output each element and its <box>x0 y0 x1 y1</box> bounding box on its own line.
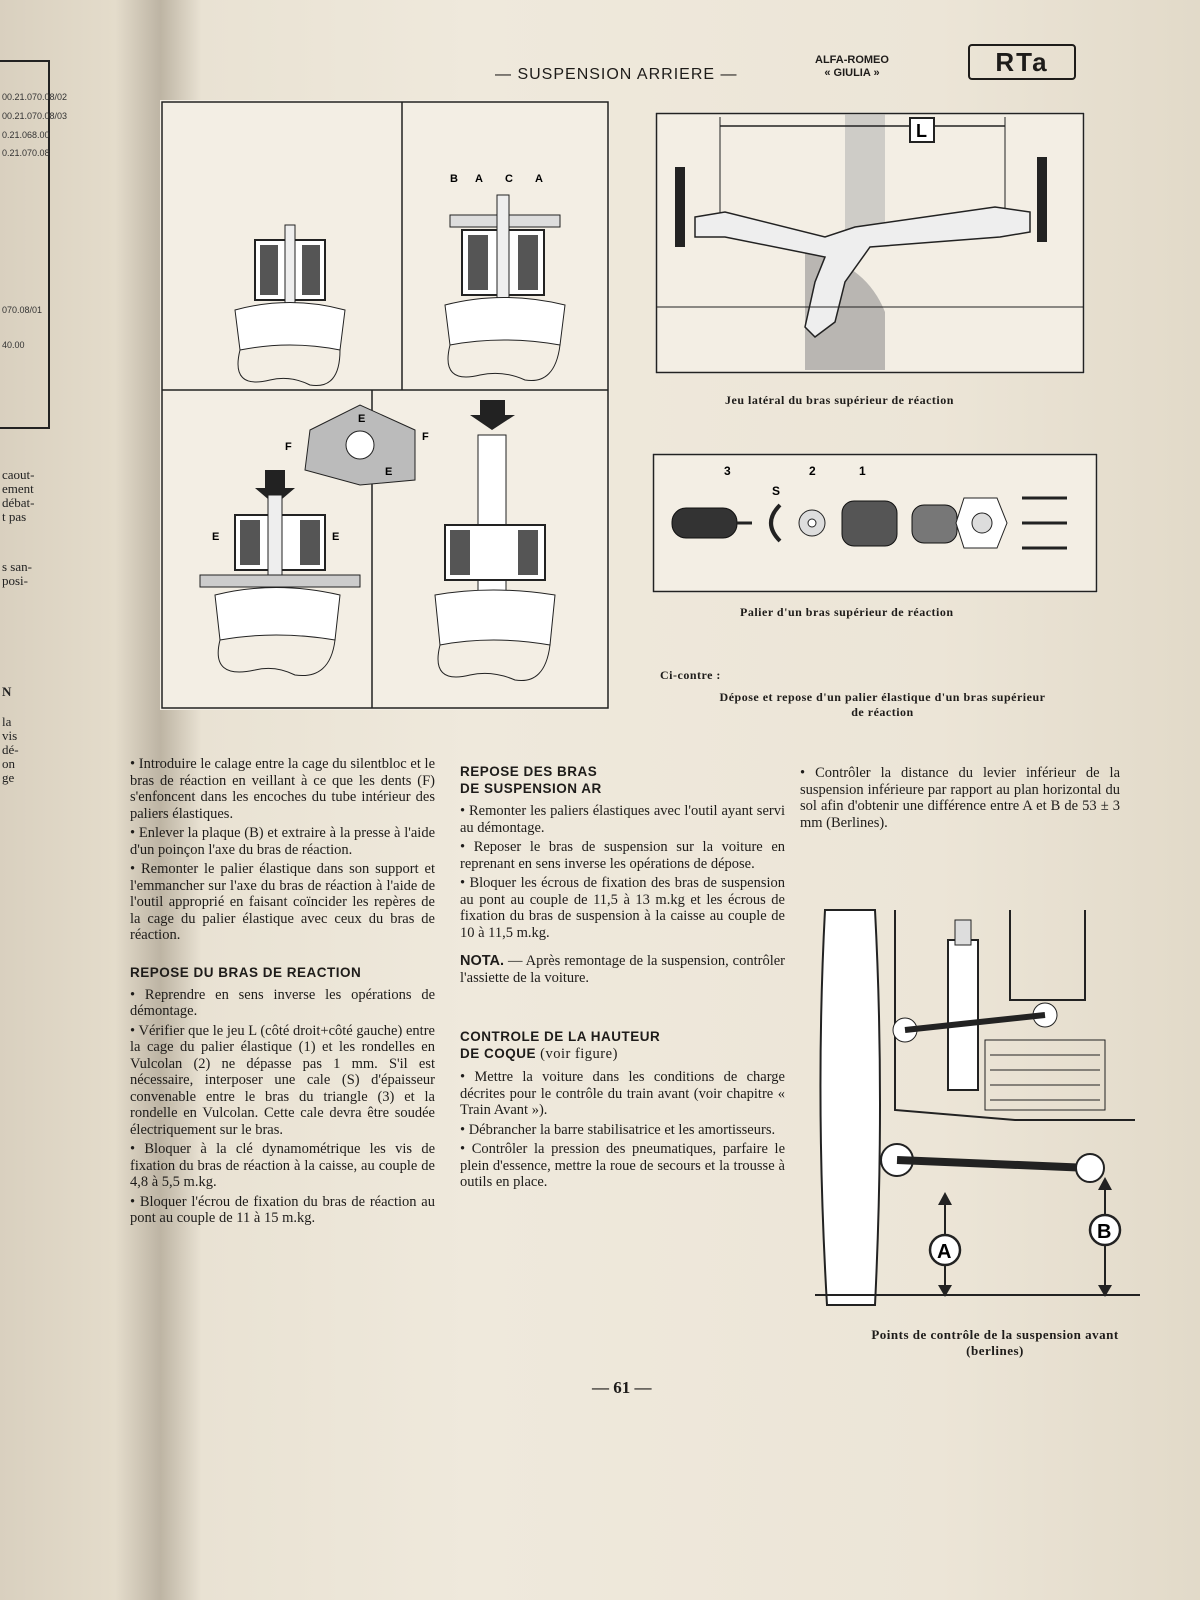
label-part-s: S <box>772 484 781 498</box>
front-suspension-drawing <box>805 900 1145 1310</box>
heading-repose-bras-reaction: REPOSE DU BRAS DE REACTION <box>130 964 362 980</box>
panel-2-bushing <box>445 195 565 381</box>
col1-paragraph: • Bloquer à la clé dynamométrique les vis de fixation du bras de réaction à la caisse, au couple de 4,8 à 5,5 m.kg. <box>130 1141 435 1191</box>
page-number: — 61 — <box>592 1378 652 1397</box>
nota-label: NOTA. <box>460 953 505 969</box>
label-a: A <box>475 173 483 185</box>
label-a-point: A <box>937 1241 952 1263</box>
label-part-3: 3 <box>724 464 731 478</box>
left-page-code: 0.21.070.08 <box>2 148 50 158</box>
col2-paragraph: • Bloquer les écrous de fixation des bras de suspension au pont au couple de 11,5 à 13 m.kg et les écrous de fixation du bras de suspension à la caisse au couple de 10 à 11,5 m.kg. <box>460 875 785 941</box>
right-page <box>130 0 1200 1600</box>
col2-paragraph: • Contrôler la pression des pneumatiques, parfaire le plein d'essence, mettre la roue de secours et la trousse à outils en place. <box>460 1141 785 1191</box>
label-f-right: F <box>422 431 429 443</box>
nota-paragraph <box>460 953 785 986</box>
label-part-2: 2 <box>809 464 816 478</box>
left-page-code: 0.21.068.00 <box>2 130 50 140</box>
brand-line-2: « GIULIA » <box>824 67 880 79</box>
label-b: B <box>450 173 458 185</box>
left-page-fragment: caout- ement débat- t pas <box>2 467 35 524</box>
caption-depose <box>655 690 1110 720</box>
caption-points-controle <box>815 1327 1175 1359</box>
column-3 <box>800 765 1120 834</box>
panel-3-bushing <box>200 470 360 676</box>
section-title: — SUSPENSION ARRIERE — <box>495 66 738 83</box>
caption-palier: Palier d'un bras supérieur de réaction <box>740 605 954 619</box>
caption-depose-line-2: de réaction <box>851 705 914 719</box>
caption-jeu-lateral: Jeu latéral du bras supérieur de réaction <box>725 393 954 407</box>
front-suspension-figure <box>805 900 1145 1310</box>
heading-line-2 <box>460 1045 785 1063</box>
nota-text: — Après remontage de la suspension, contrôler l'assiette de la voiture. <box>460 953 785 986</box>
column-2 <box>460 763 785 1194</box>
col1-paragraph: • Remonter le palier élastique dans son support et l'emmancher sur l'axe du bras de réaction à l'aide de l'outil approprié en faisant coïncider les repères de la cage du palier élastique avec ceux du bras de réaction. <box>130 861 435 944</box>
col1-paragraph: • Vérifier que le jeu L (côté droit+côté gauche) entre la cage du palier élastique (1) et les rondelles en Vulcolan (2) ne dépasse pas 1 mm. S'il est nécessaire, interposer une cale (S) d'épaisseur convenable entre le bras du triangle (3) et la rondelle en Vulcolan. Cette cale devra être soudée électriquement sur le bras. <box>130 1023 435 1139</box>
col3-paragraph: • Contrôler la distance du levier inférieur de la suspension inférieure par rapport au plan horizontal du sol afin d'obtenir une différence entre A et B de 53 ± 3 mm (Berlines). <box>800 765 1120 831</box>
left-page-code: 00.21.070.08/03 <box>2 111 68 121</box>
label-b-point: B <box>1097 1221 1112 1243</box>
heading-controle-hauteur <box>460 1028 785 1063</box>
brand-name <box>815 54 889 80</box>
label-f-left: F <box>285 441 292 453</box>
heading-line: DE SUSPENSION AR <box>460 781 602 796</box>
col2-paragraph: • Remonter les paliers élastiques avec l'outil ayant servi au démontage. <box>460 803 785 836</box>
left-page-code: 070.08/01 <box>2 305 43 315</box>
col2-paragraph: • Débrancher la barre stabilisatrice et les amortisseurs. <box>460 1122 785 1139</box>
rta-logo: RTa <box>968 44 1076 80</box>
label-e-top: E <box>358 413 366 425</box>
lateral-play-drawing <box>655 112 1085 374</box>
caption-points-line-2: (berlines) <box>966 1343 1024 1358</box>
palier-figure <box>652 453 1098 593</box>
heading-line: REPOSE DES BRAS <box>460 764 598 779</box>
column-1 <box>130 756 435 1230</box>
heading-line: DE COQUE <box>460 1046 537 1061</box>
label-e-bottom: E <box>385 466 393 478</box>
col1-paragraph: • Enlever la plaque (B) et extraire à la presse à l'aide d'un poinçon l'axe du bras de réaction. <box>130 825 435 858</box>
caption-ci-contre: Ci-contre : <box>660 668 721 682</box>
lateral-play-figure <box>655 112 1085 374</box>
left-page-fragment: s san- posi- <box>2 559 32 588</box>
palier-drawing <box>652 453 1098 593</box>
left-page-code: 00.21.070.08/02 <box>2 92 68 102</box>
label-e-left: E <box>212 531 220 543</box>
silentbloc-figure <box>160 100 610 710</box>
label-l: L <box>916 121 927 141</box>
silentbloc-drawing <box>160 100 610 710</box>
col1-paragraph: • Introduire le calage entre la cage du silentbloc et le bras de réaction en veillant à ce que les dents (F) s'enfoncent dans les encoches du tube intérieur des paliers élastiques. <box>130 756 435 822</box>
heading-line: CONTROLE DE LA HAUTEUR <box>460 1029 661 1044</box>
caption-points-line-1: Points de contrôle de la suspension avant <box>871 1327 1119 1342</box>
left-page-code: 40.00 <box>2 340 25 350</box>
heading-repose-bras-suspension <box>460 763 785 797</box>
label-c: C <box>505 173 513 185</box>
heading-suffix: (voir figure) <box>536 1046 618 1062</box>
left-page-fragment: N <box>2 684 12 699</box>
panel-1-bushing <box>235 225 345 386</box>
col2-paragraph: • Mettre la voiture dans les conditions de charge décrites pour le contrôle du train avant (voir chapitre « Train Avant »). <box>460 1069 785 1119</box>
label-a-2: A <box>535 173 543 185</box>
caption-depose-line-1: Dépose et repose d'un palier élastique d'un bras supérieur <box>719 690 1046 704</box>
brand-line-1: ALFA-ROMEO <box>815 54 889 66</box>
col1-paragraph: • Reprendre en sens inverse les opérations de démontage. <box>130 987 435 1020</box>
col1-paragraph: • Bloquer l'écrou de fixation du bras de réaction au pont au couple de 11 à 15 m.kg. <box>130 1194 435 1227</box>
label-part-1: 1 <box>859 464 866 478</box>
panel-4-press <box>435 400 555 681</box>
col2-paragraph: • Reposer le bras de suspension sur la voiture en reprenant en sens inverse les opérations de dépose. <box>460 839 785 872</box>
radiator-grid <box>985 1040 1105 1110</box>
left-page-fragment: la vis dé- on ge <box>2 714 19 785</box>
label-e-right: E <box>332 531 340 543</box>
